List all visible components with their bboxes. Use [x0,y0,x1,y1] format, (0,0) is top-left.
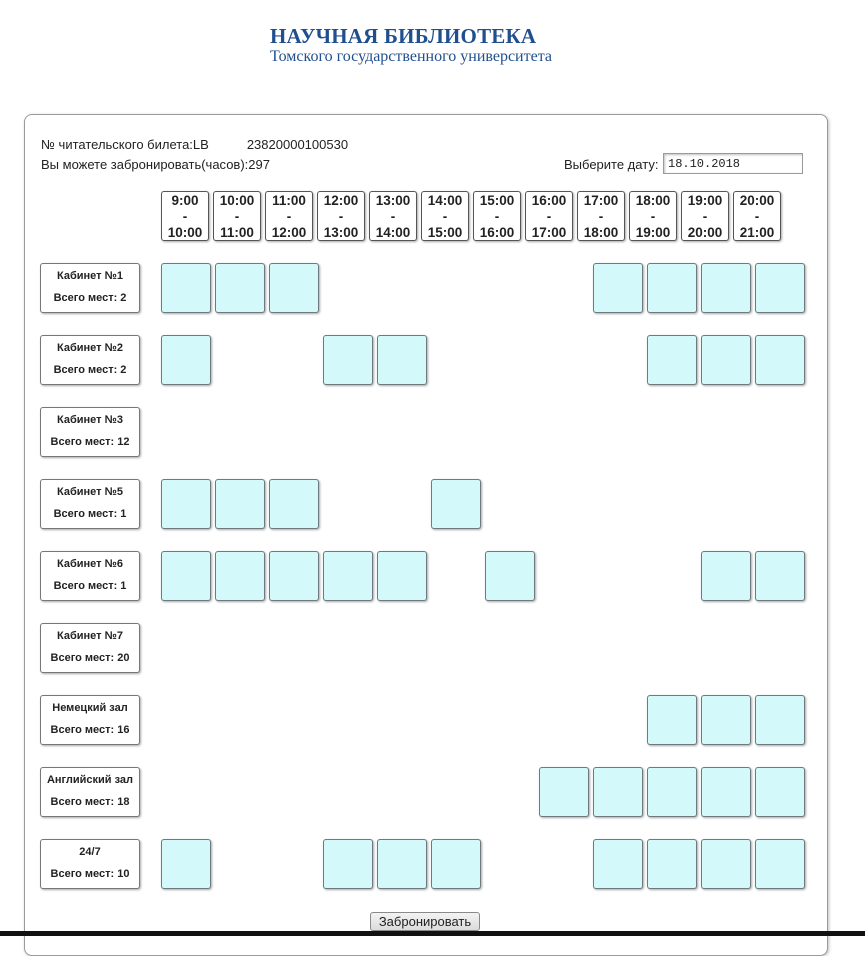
free-slot[interactable] [701,767,751,817]
ticket-label: № читательского билета: [41,137,193,152]
unavailable-slot [323,407,373,457]
unavailable-slot [701,623,751,673]
free-slot[interactable] [377,839,427,889]
time-slot-header [577,191,625,241]
free-slot[interactable] [323,335,373,385]
unavailable-slot [539,839,589,889]
unavailable-slot [161,407,211,457]
unavailable-slot [215,839,265,889]
free-slot[interactable] [755,335,805,385]
time-slot-start: 15:00 [479,193,515,208]
library-subtitle: Томского государственного университета [270,48,552,65]
room-name: Английский зал [46,774,134,786]
room-label [40,623,140,673]
free-slot[interactable] [323,839,373,889]
time-slot-start: 11:00 [272,193,306,208]
room-seats: Всего мест: 2 [53,364,127,376]
time-slot-start: 20:00 [739,193,775,208]
time-slot-header [681,191,729,241]
unavailable-slot [647,551,697,601]
unavailable-slot [161,623,211,673]
unavailable-slot [485,767,535,817]
free-slot[interactable] [701,695,751,745]
room-slot-row [161,551,805,601]
free-slot[interactable] [755,839,805,889]
time-slot-end: 20:00 [687,225,723,240]
free-slot[interactable] [647,839,697,889]
hours-label: Вы можете забронировать(часов): [41,157,249,172]
room-label [40,767,140,817]
free-slot[interactable] [755,551,805,601]
time-slot-sep: - [494,209,500,224]
unavailable-slot [269,335,319,385]
room-seats: Всего мест: 2 [53,292,127,304]
library-header [270,24,552,67]
unavailable-slot [269,407,319,457]
unavailable-slot [485,623,535,673]
time-slot-header [473,191,521,241]
book-button[interactable]: Забронировать [370,912,480,931]
free-slot[interactable] [647,263,697,313]
time-slot-sep: - [390,209,396,224]
room-label [40,263,140,313]
free-slot[interactable] [755,263,805,313]
room-slot-row [161,407,805,457]
free-slot[interactable] [161,839,211,889]
free-slot[interactable] [161,551,211,601]
hours-value: 297 [248,157,270,172]
free-slot[interactable] [215,479,265,529]
unavailable-slot [539,335,589,385]
unavailable-slot [215,767,265,817]
bottom-edge [0,931,865,936]
time-slot-header [265,191,313,241]
time-slot-sep: - [546,209,552,224]
time-slot-sep: - [754,209,760,224]
room-slot-row [161,623,805,673]
unavailable-slot [323,767,373,817]
room-label [40,839,140,889]
unavailable-slot [755,479,805,529]
unavailable-slot [485,407,535,457]
unavailable-slot [161,695,211,745]
time-slot-header [213,191,261,241]
unavailable-slot [539,551,589,601]
time-slot-start: 12:00 [323,193,359,208]
unavailable-slot [431,263,481,313]
time-slot-end: 21:00 [739,225,775,240]
unavailable-slot [485,263,535,313]
ticket-number: 23820000100530 [246,137,349,152]
date-input[interactable] [663,153,803,174]
unavailable-slot [215,407,265,457]
time-slot-start: 13:00 [375,193,411,208]
unavailable-slot [377,623,427,673]
time-slot-start: 14:00 [427,193,463,208]
time-slot-sep: - [702,209,708,224]
room-slot-row [161,695,805,745]
unavailable-slot [269,695,319,745]
time-slot-sep: - [442,209,448,224]
free-slot[interactable] [161,263,211,313]
room-slot-row [161,767,805,817]
room-name: 24/7 [79,846,101,858]
unavailable-slot [215,695,265,745]
time-slot-start: 10:00 [219,193,255,208]
time-header-row [161,191,781,241]
unavailable-slot [377,407,427,457]
time-slot-end: 10:00 [167,225,203,240]
time-slot-header [421,191,469,241]
free-slot[interactable] [701,335,751,385]
free-slot[interactable] [377,551,427,601]
free-slot[interactable] [593,839,643,889]
room-slot-row [161,335,805,385]
free-slot[interactable] [647,767,697,817]
time-slot-end: 19:00 [635,225,671,240]
room-label [40,479,140,529]
unavailable-slot [593,479,643,529]
free-slot[interactable] [269,263,319,313]
unavailable-slot [377,263,427,313]
time-slot-header [317,191,365,241]
free-slot[interactable] [647,695,697,745]
free-slot[interactable] [161,335,211,385]
time-slot-header [369,191,417,241]
free-slot[interactable] [593,263,643,313]
free-slot[interactable] [593,767,643,817]
free-slot[interactable] [215,551,265,601]
unavailable-slot [431,335,481,385]
unavailable-slot [485,839,535,889]
free-slot[interactable] [647,335,697,385]
room-name: Немецкий зал [52,702,128,714]
reader-ticket-line [41,137,348,152]
room-seats: Всего мест: 12 [50,436,130,448]
free-slot[interactable] [215,263,265,313]
unavailable-slot [377,695,427,745]
time-slot-end: 11:00 [220,225,254,240]
time-slot-sep: - [182,209,188,224]
room-seats: Всего мест: 1 [53,508,127,520]
unavailable-slot [647,479,697,529]
unavailable-slot [755,407,805,457]
unavailable-slot [701,479,751,529]
room-slot-row [161,479,805,529]
free-slot[interactable] [701,839,751,889]
free-slot[interactable] [431,479,481,529]
time-slot-sep: - [286,209,292,224]
unavailable-slot [647,623,697,673]
free-slot[interactable] [755,767,805,817]
time-slot-end: 17:00 [531,225,567,240]
unavailable-slot [539,479,589,529]
free-slot[interactable] [269,551,319,601]
room-name: Кабинет №6 [57,558,123,570]
time-slot-sep: - [338,209,344,224]
time-slot-start: 16:00 [531,193,567,208]
time-slot-header [161,191,209,241]
room-seats: Всего мест: 10 [50,868,130,880]
room-name: Кабинет №7 [57,630,123,642]
room-seats: Всего мест: 16 [50,724,130,736]
time-slot-header [733,191,781,241]
free-slot[interactable] [161,479,211,529]
time-slot-end: 13:00 [323,225,359,240]
unavailable-slot [215,335,265,385]
unavailable-slot [431,695,481,745]
unavailable-slot [377,767,427,817]
unavailable-slot [323,623,373,673]
free-slot[interactable] [377,335,427,385]
free-slot[interactable] [539,767,589,817]
unavailable-slot [323,695,373,745]
room-label [40,407,140,457]
unavailable-slot [431,551,481,601]
room-label [40,695,140,745]
unavailable-slot [593,695,643,745]
room-seats: Всего мест: 1 [53,580,127,592]
unavailable-slot [593,335,643,385]
unavailable-slot [593,407,643,457]
free-slot[interactable] [431,839,481,889]
free-slot[interactable] [323,551,373,601]
room-name: Кабинет №1 [57,270,123,282]
unavailable-slot [755,623,805,673]
free-slot[interactable] [701,551,751,601]
time-slot-sep: - [650,209,656,224]
unavailable-slot [539,695,589,745]
time-slot-header [629,191,677,241]
unavailable-slot [539,407,589,457]
time-slot-end: 16:00 [479,225,515,240]
unavailable-slot [593,623,643,673]
unavailable-slot [269,767,319,817]
time-slot-start: 9:00 [171,193,199,208]
room-label [40,335,140,385]
unavailable-slot [269,839,319,889]
unavailable-slot [485,335,535,385]
time-slot-end: 12:00 [271,225,307,240]
time-slot-start: 19:00 [687,193,723,208]
room-slot-row [161,839,805,889]
room-seats: Всего мест: 20 [50,652,130,664]
time-slot-sep: - [598,209,604,224]
unavailable-slot [593,551,643,601]
room-name: Кабинет №2 [57,342,123,354]
date-label: Выберите дату: [564,157,659,172]
room-seats: Всего мест: 18 [50,796,130,808]
unavailable-slot [539,263,589,313]
unavailable-slot [431,623,481,673]
free-slot[interactable] [485,551,535,601]
time-slot-start: 18:00 [635,193,671,208]
unavailable-slot [485,479,535,529]
room-name: Кабинет №5 [57,486,123,498]
time-slot-header [525,191,573,241]
unavailable-slot [161,767,211,817]
unavailable-slot [269,623,319,673]
unavailable-slot [377,479,427,529]
time-slot-end: 18:00 [583,225,619,240]
booking-panel [24,114,828,956]
unavailable-slot [323,479,373,529]
free-slot[interactable] [269,479,319,529]
unavailable-slot [431,767,481,817]
unavailable-slot [323,263,373,313]
room-label [40,551,140,601]
room-slot-row [161,263,805,313]
unavailable-slot [431,407,481,457]
unavailable-slot [539,623,589,673]
room-name: Кабинет №3 [57,414,123,426]
time-slot-end: 14:00 [375,225,411,240]
hours-line [41,157,270,172]
unavailable-slot [647,407,697,457]
time-slot-end: 15:00 [427,225,463,240]
time-slot-start: 17:00 [583,193,619,208]
unavailable-slot [485,695,535,745]
free-slot[interactable] [755,695,805,745]
unavailable-slot [215,623,265,673]
free-slot[interactable] [701,263,751,313]
unavailable-slot [701,407,751,457]
time-slot-sep: - [234,209,240,224]
library-title: НАУЧНАЯ БИБЛИОТЕКА [270,24,537,48]
ticket-prefix: LB [192,137,209,152]
